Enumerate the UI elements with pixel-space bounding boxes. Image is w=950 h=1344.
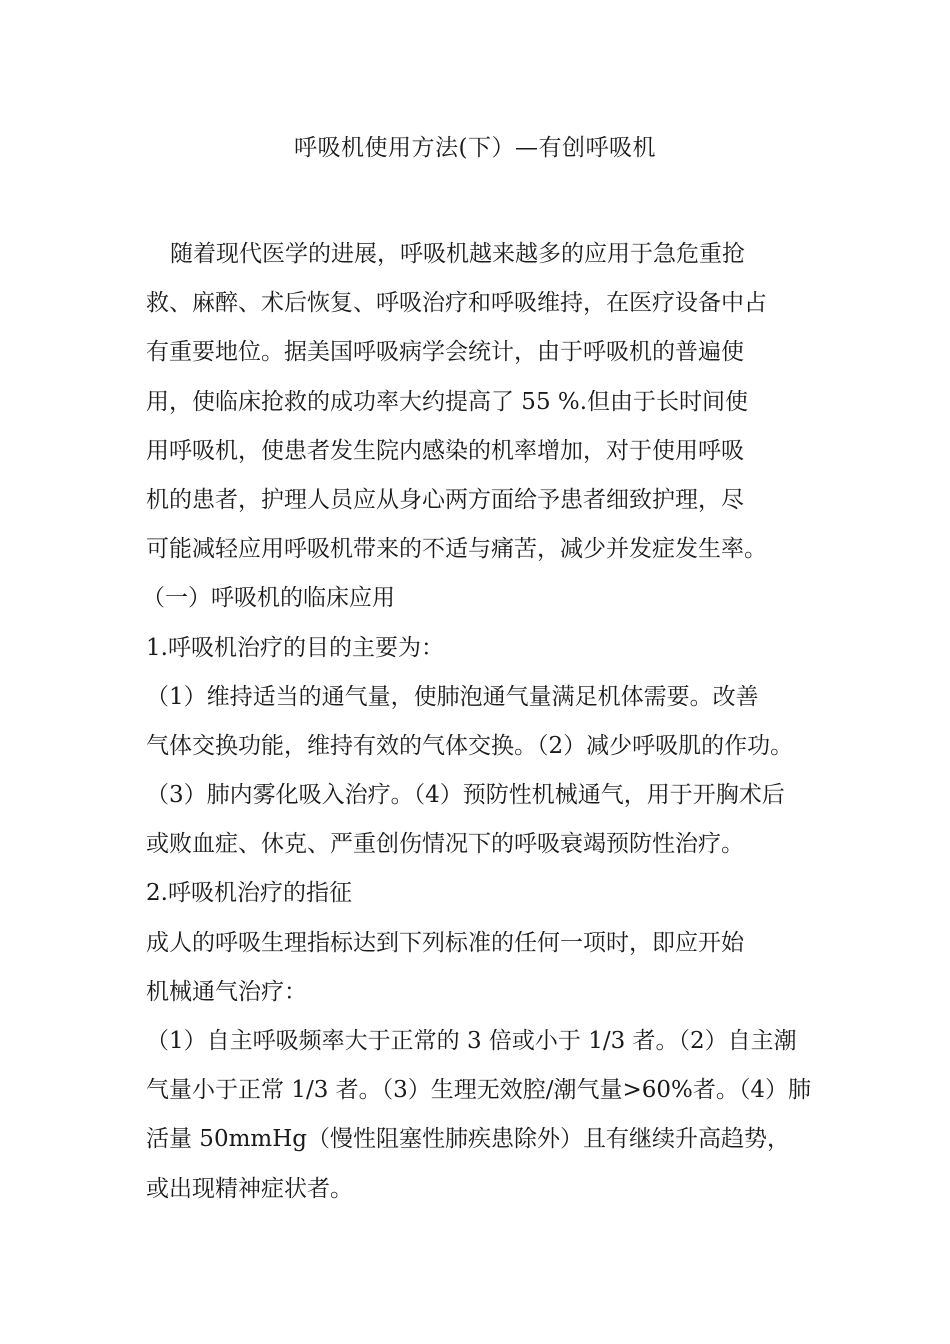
- document-title: 呼吸机使用方法(下）—有创呼吸机: [294, 135, 656, 161]
- paragraph-line: （1）自主呼吸频率大于正常的 3 倍或小于 1/3 者。（2）自主潮: [146, 1028, 797, 1054]
- paragraph-line: 救、麻醉、术后恢复、呼吸治疗和呼吸维持，在医疗设备中占: [146, 290, 767, 317]
- subsection-heading: 2.呼吸机治疗的指征: [146, 880, 352, 907]
- document-body: [142, 230, 826, 1214]
- paragraph-line: 气量小于正常 1/3 者。（3）生理无效腔/潮气量>60%者。（4）肺: [146, 1077, 812, 1104]
- paragraph-line: （1）维持适当的通气量，使肺泡通气量满足机体需要。改善: [146, 683, 759, 710]
- subsection-heading: 1.呼吸机治疗的目的主要为：: [146, 634, 444, 661]
- paragraph-line: 可能减轻应用呼吸机带来的不适与痛苦，减少并发症发生率。: [146, 536, 767, 563]
- paragraph-line: 气体交换功能，维持有效的气体交换。（2）减少呼吸肌的作功。: [146, 732, 794, 759]
- paragraph-line: 机的患者，护理人员应从身心两方面给予患者细致护理，尽: [146, 486, 744, 513]
- paragraph-line: 或败血症、休克、严重创伤情况下的呼吸衰竭预防性治疗。: [146, 831, 744, 858]
- paragraph-line: 随着现代医学的进展，呼吸机越来越多的应用于急危重抢: [170, 241, 745, 267]
- paragraph-line: 机械通气治疗：: [146, 978, 307, 1005]
- paragraph-line: 用呼吸机，使患者发生院内感染的机率增加，对于使用呼吸: [146, 437, 744, 464]
- paragraph-line: （3）肺内雾化吸入治疗。（4）预防性机械通气，用于开胸术后: [146, 782, 785, 809]
- paragraph-line: 有重要地位。据美国呼吸病学会统计，由于呼吸机的普遍使: [146, 339, 744, 366]
- paragraph-line: 成人的呼吸生理指标达到下列标准的任何一项时，即应开始: [146, 929, 744, 956]
- section-heading: （一）呼吸机的临床应用: [142, 585, 395, 612]
- paragraph-line: 用，使临床抢救的成功率大约提高了 55 %.但由于长时间使: [146, 388, 749, 415]
- paragraph-line: 活量 50mmHg（慢性阻塞性肺疾患除外）且有继续升高趋势，: [146, 1126, 790, 1153]
- paragraph-line: 或出现精神症状者。: [146, 1175, 353, 1202]
